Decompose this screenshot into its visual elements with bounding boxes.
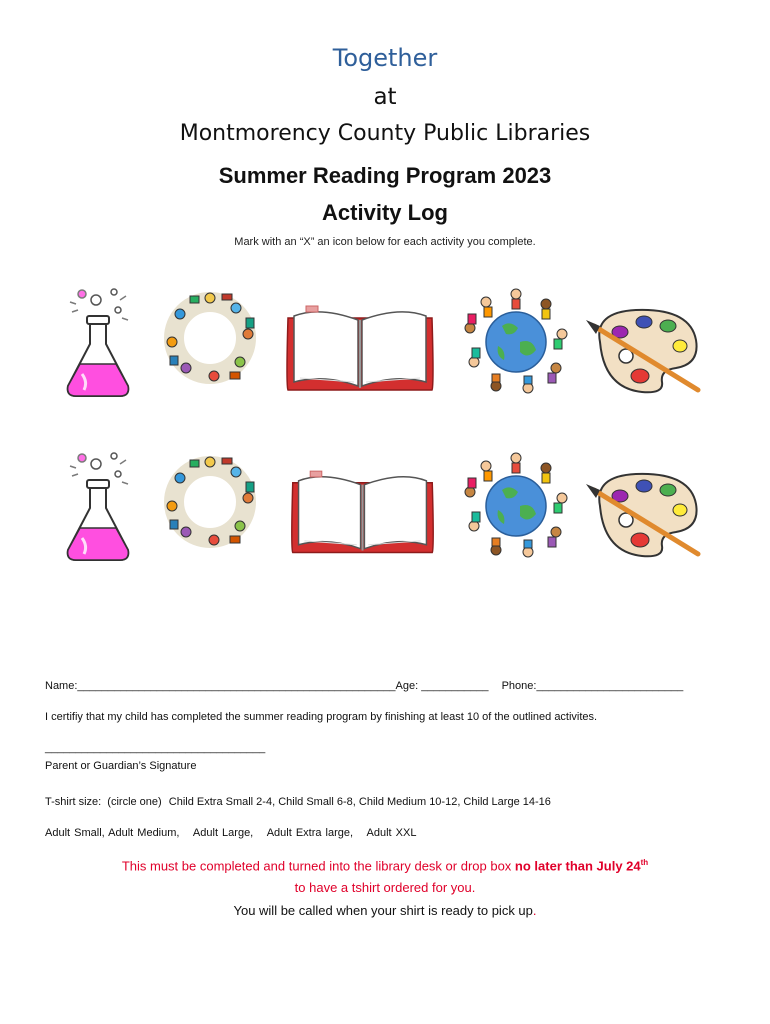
paint-palette-icon[interactable]	[580, 446, 710, 566]
option-adult-medium[interactable]: Adult Medium,	[108, 827, 180, 839]
deadline-date: no later than July 24	[514, 858, 641, 874]
kids-music-wreath-icon[interactable]	[160, 282, 280, 402]
pickup-notice-text: You will be called when your shirt is ready to pick up	[233, 903, 533, 918]
paint-palette-icon[interactable]	[580, 282, 710, 402]
tshirt-label: T-shirt size:	[45, 796, 102, 808]
title-at: at	[373, 84, 397, 110]
kids-music-wreath-icon[interactable]	[160, 446, 280, 566]
title-together: Together	[332, 44, 438, 72]
title-library-name: Montmorency County Public Libraries	[179, 121, 591, 146]
name-field[interactable]: ____________________________________________________	[77, 680, 396, 692]
activity-icon-row-1	[60, 282, 710, 402]
kids-around-globe-icon[interactable]	[458, 282, 578, 402]
instruction-text: Mark with an “X” an icon below for each activity you complete.	[234, 236, 536, 248]
pickup-notice-period: .	[532, 903, 537, 918]
name-age-phone-line	[45, 680, 683, 692]
phone-field[interactable]: ________________________	[536, 680, 684, 692]
tshirt-circle-hint: (circle one)	[107, 796, 162, 808]
certify-statement: I certifiy that my child has completed the summer reading program by finishing at least 10 of the outlined activites.	[45, 711, 598, 723]
age-field[interactable]: ___________	[421, 680, 489, 692]
pickup-notice	[0, 903, 770, 918]
signature-field[interactable]: ____________________________________	[45, 742, 266, 754]
age-label: Age:	[395, 680, 419, 692]
option-adult-extra-large[interactable]: Adult Extra large,	[266, 827, 354, 839]
name-label: Name:	[45, 680, 78, 692]
deadline-date-suffix: th	[640, 858, 649, 867]
option-adult-xxl[interactable]: Adult XXL	[366, 827, 417, 839]
tshirt-adult-options	[45, 827, 416, 839]
tshirt-size-line	[45, 796, 551, 808]
deadline-notice	[0, 858, 770, 873]
open-book-icon[interactable]	[280, 282, 440, 402]
activity-icon-row-2	[60, 446, 710, 566]
signature-label: Parent or Guardian’s Signature	[45, 760, 197, 772]
open-book-icon[interactable]	[285, 446, 440, 566]
phone-label: Phone:	[501, 680, 537, 692]
title-program: Summer Reading Program 2023	[218, 163, 552, 188]
tshirt-order-notice: to have a tshirt ordered for you.	[294, 880, 476, 895]
option-adult-small[interactable]: Adult Small,	[45, 827, 105, 839]
deadline-notice-text: This must be completed and turned into the library desk or drop box	[121, 858, 515, 874]
option-adult-large[interactable]: Adult Large,	[192, 827, 254, 839]
tshirt-child-options[interactable]: Child Extra Small 2-4, Child Small 6-8, Child Medium 10-12, Child Large 14-16	[168, 796, 551, 808]
kids-around-globe-icon[interactable]	[458, 446, 578, 566]
title-activity-log: Activity Log	[322, 200, 448, 225]
